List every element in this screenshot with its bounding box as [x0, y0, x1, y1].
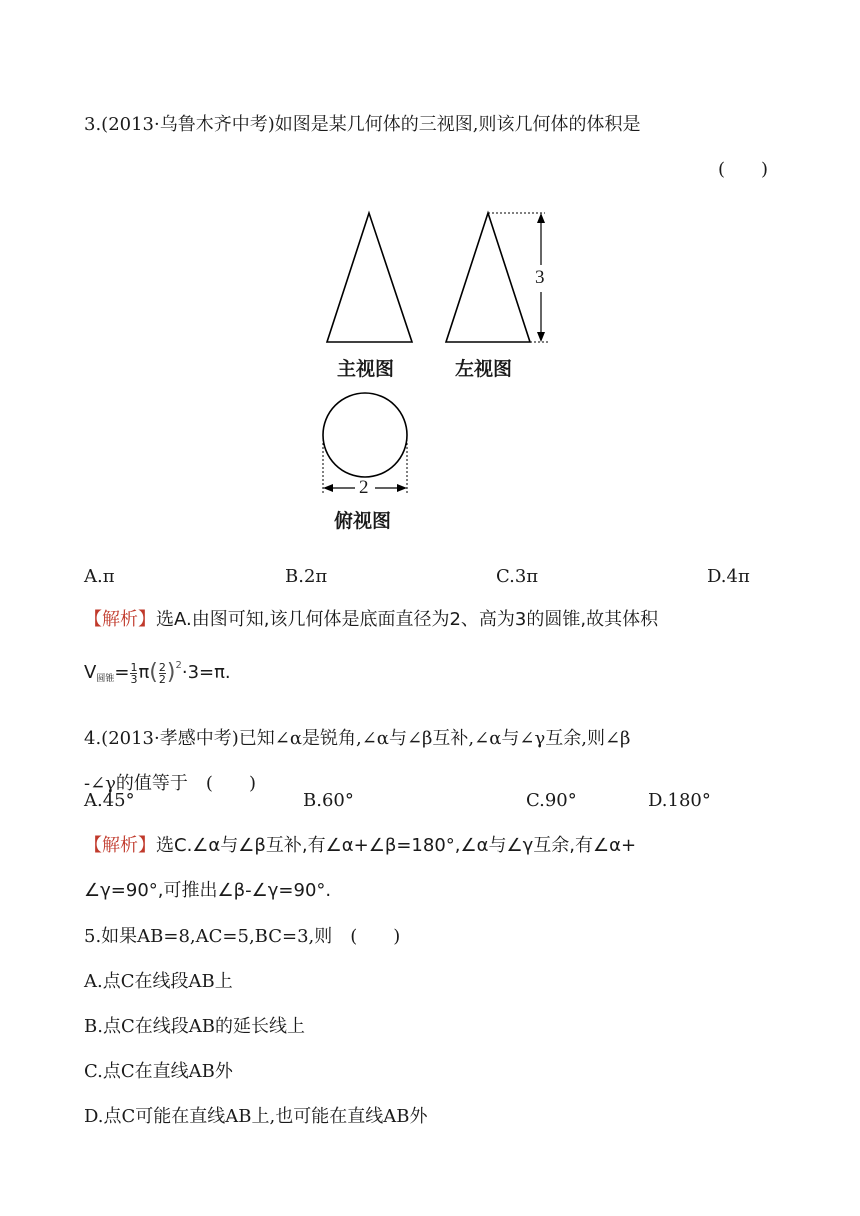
q5-option-d: D.点C可能在直线AB上,也可能在直线AB外 — [84, 1106, 428, 1127]
formula-equals: = — [114, 662, 130, 683]
q4-stem-line2: -∠γ的值等于 ( ) — [84, 773, 256, 794]
q4-analysis-line2: ∠γ=90°,可推出∠β-∠γ=90°. — [84, 880, 332, 901]
formula-inner-fraction: $\frac{2}{2}$ — [158, 660, 166, 686]
q4-option-d: D.180° — [648, 790, 711, 811]
q3-option-a: A.π — [84, 566, 115, 587]
q3-analysis — [84, 608, 658, 632]
q3-volume-formula: $V_{圆锥}=$ $\frac{1}{3}$ π( $\frac{2}{2}$ )$^2$·3=π. — [84, 660, 231, 686]
top-view-circle — [323, 393, 407, 477]
formula-exponent: 2 — [175, 660, 182, 671]
q3-stem: 3.(2013·乌鲁木齐中考)如图是某几何体的三视图,则该几何体的体积是 — [84, 114, 641, 135]
q5-option-b: B.点C在线段AB的延长线上 — [84, 1016, 305, 1037]
top-view-label: 俯视图 — [334, 510, 392, 532]
formula-fraction: $\frac{1}{3}$ — [130, 660, 138, 686]
formula-subscript: 圆锥 — [96, 674, 115, 684]
analysis-tag: 【解析】 — [84, 609, 156, 630]
front-view-triangle — [327, 213, 412, 342]
q4-option-a: A.45° — [84, 790, 135, 811]
q5-stem: 5.如果AB=8,AC=5,BC=3,则 ( ) — [84, 926, 401, 947]
q3-option-b: B.2π — [285, 566, 328, 587]
q4-option-c: C.90° — [526, 790, 577, 811]
q3-answer-blank: ( ) — [718, 159, 769, 180]
formula-tail: ·3=π. — [181, 662, 231, 683]
front-view-label: 主视图 — [337, 358, 395, 380]
three-view-figure — [0, 0, 860, 560]
height-mark: 3 — [535, 267, 545, 288]
q3-option-d: D.4π — [707, 566, 750, 587]
q4-analysis-line1 — [84, 834, 636, 858]
q5-option-a: A.点C在线段AB上 — [84, 971, 233, 992]
formula-v: V — [84, 662, 97, 683]
formula-pi: π — [138, 662, 150, 683]
width-mark: 2 — [359, 477, 369, 498]
analysis-tag: 【解析】 — [84, 835, 156, 856]
q3-option-c: C.3π — [496, 566, 539, 587]
side-view-triangle — [446, 213, 530, 342]
q4-analysis-text: 选C.∠α与∠β互补,有∠α+∠β=180°,∠α与∠γ互余,有∠α+ — [156, 835, 637, 856]
q5-option-c: C.点C在直线AB外 — [84, 1061, 233, 1082]
q3-analysis-text: 选A.由图可知,该几何体是底面直径为2、高为3的圆锥,故其体积 — [156, 609, 659, 630]
side-view-label: 左视图 — [455, 358, 513, 380]
q4-option-b: B.60° — [303, 790, 354, 811]
q4-stem-line1: 4.(2013·孝感中考)已知∠α是锐角,∠α与∠β互补,∠α与∠γ互余,则∠β — [84, 728, 631, 749]
